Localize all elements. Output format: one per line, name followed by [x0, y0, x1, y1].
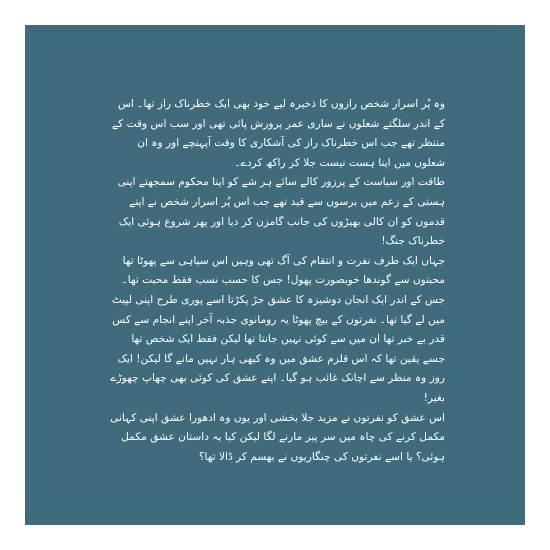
paragraph-1: وہ پُر اسرار شخص رازوں کا ذخیرہ لیے خود بھی ایک خطرناک راز تھا۔ اس کے اندر سلگتے شعلوں نے ساری عمر پرورش پائی تھی اور سب اس وقت کے منتظر تھے جب اس خطرناک راز کی آشکاری کا وقت آپہنچے اور وہ ان شعلوں میں اپنا ہست نیست جلا کر راکھ کردے۔: [111, 98, 445, 169]
synopsis-text: [107, 95, 445, 467]
paragraph-2: طاقت اور سیاست کے پرزور کالے سائے ہر شے کو اپنا محکوم سمجھتے اپنی ہستی کے زعم میں برسوں سے قید تھے جب اس پُر اسرار شخص نے اپنے قدموں کو ان کالی بھیڑوں کی جانب گامزن کر دیا اور پھر شروع ہوئی ایک خطرناک جنگ!: [117, 176, 445, 248]
text-card: [25, 25, 525, 525]
paragraph-3: جہاں ایک طرف نفرت و انتقام کی آگ تھی وہیں اس سیاہی سے پھوٹا تھا محبتوں سے گوندھا خوبصورت پھول! جس کا حسب نسب فقط محبت تھا۔ جس کے اندر ایک انجان دوشیزہ کا عشق جڑ پکڑتا اسے پوری طرح اپنی لپیٹ میں لے گیا تھا۔ نفرتوں کے بیچ پھوٹا یہ رومانوی جذبہ آخر اپنے انجام سے کس قدر بے خبر تھا ان میں سے کوئی نہیں جانتا تھا لیکن فقط ایک شخص تھا جسے یقین تھا کہ اس قلزم عشق میں وہ کبھی ہار نہیں مانے گا لیکن! ایک روز وہ منظر سے اچانک غائب ہو گیا۔ اپنے عشق کی کوئی بھی چھاپ چھوڑے بغیر!: [110, 254, 445, 404]
paragraph-4: اس عشق کو نفرتوں نے مزید جلا بخشی اور یوں وہ ادھورا عشق اپنی کہانی مکمل کرنے کی چاہ میں سر پیر مارنے لگا لیکن کیا یہ داستان عشق مکمل ہوئی؟ یا اسے نفرتوں کی چنگاریوں نے بھسم کر ڈالا تھا؟: [110, 411, 445, 463]
